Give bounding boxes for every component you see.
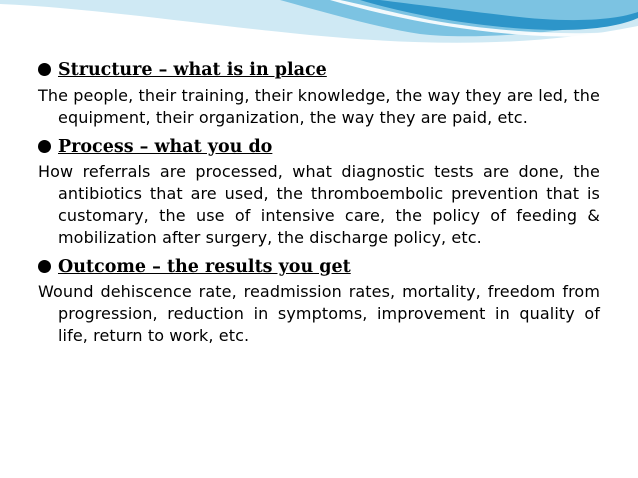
bullet-icon — [38, 260, 51, 273]
paragraph-structure: The people, their training, their knowledge, the way they are led, the equipment, their organization, the way they are paid, etc. — [38, 86, 600, 128]
heading-process-text: Process – what you do — [58, 136, 273, 157]
heading-structure-text: Structure – what is in place — [58, 60, 327, 80]
heading-process — [38, 135, 600, 159]
heading-outcome — [38, 255, 600, 279]
paragraph-outcome: Wound dehiscence rate, readmission rates, mortality, freedom from progression, reduction in symptoms, improvement in quality of life, return to work, etc. — [38, 281, 600, 346]
bullet-icon — [38, 63, 51, 76]
header-swoosh-decoration — [0, 0, 638, 60]
heading-structure — [38, 58, 600, 82]
heading-outcome-text: Outcome – the results you get — [58, 256, 351, 277]
paragraph-process: How referrals are processed, what diagnostic tests are done, the antibiotics that are used, the thromboembolic prevention that is customary, the use of intensive care, the policy of feeding & mobilization after surgery, the discharge policy, etc. — [38, 161, 600, 248]
bullet-icon — [38, 140, 51, 153]
slide-body — [38, 58, 600, 353]
